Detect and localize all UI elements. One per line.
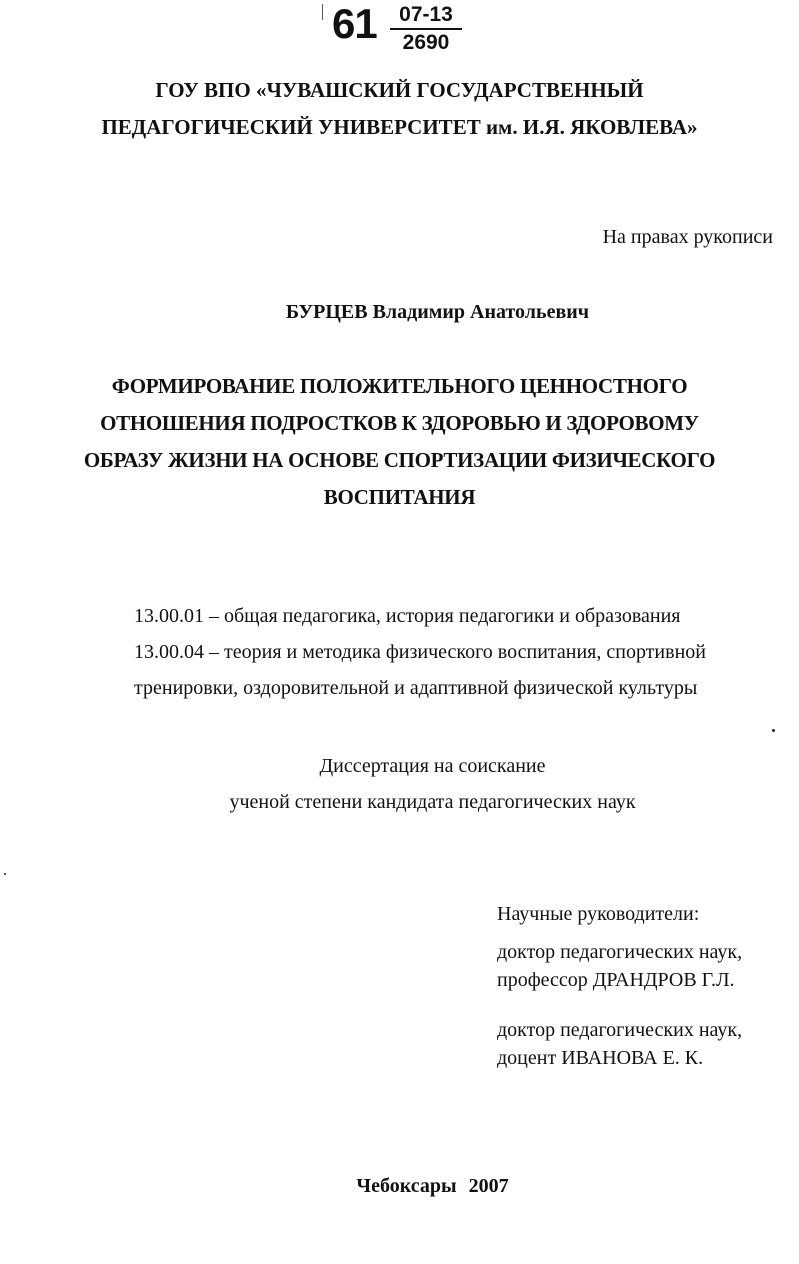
supervisor-2-degree: доктор педагогических наук, — [497, 1019, 743, 1041]
specialty-line-2: 13.00.04 – теория и методика физического воспитания, спортивной — [134, 641, 706, 663]
title-line-4: ВОСПИТАНИЯ — [323, 485, 476, 509]
stamp-main-number: 61 — [332, 0, 377, 47]
supervisor-2-name: доцент ИВАНОВА Е. К. — [497, 1047, 704, 1069]
supervisors-heading: Научные руководители: — [497, 903, 700, 925]
stamp-fraction — [390, 4, 462, 54]
supervisor-1-degree: доктор педагогических наук, — [497, 941, 743, 963]
supervisor-1-name: профессор ДРАНДРОВ Г.Л. — [497, 969, 735, 991]
university-name — [0, 72, 799, 146]
specialty-line-1: 13.00.01 – общая педагогика, история педагогики и образования — [134, 605, 681, 627]
dissertation-degree — [33, 748, 799, 820]
specialty-line-3: тренировки, оздоровительной и адаптивной физической культуры — [134, 677, 698, 699]
year: 2007 — [468, 1175, 509, 1197]
university-line-2: ПЕДАГОГИЧЕСКИЙ УНИВЕРСИТЕТ им. И.Я. ЯКОВЛЕВА» — [101, 115, 698, 139]
title-line-3: ОБРАЗУ ЖИЗНИ НА ОСНОВЕ СПОРТИЗАЦИИ ФИЗИЧЕСКОГО — [83, 448, 716, 472]
specialty-codes — [134, 598, 774, 706]
title-line-2: ОТНОШЕНИЯ ПОДРОСТКОВ К ЗДОРОВЬЮ И ЗДОРОВОМУ — [100, 411, 699, 435]
dissertation-title — [0, 368, 799, 516]
place-and-year — [33, 1172, 799, 1200]
stamp-numerator: 07-13 — [399, 3, 453, 26]
author-name: БУРЦЕВ Владимир Анатольевич — [285, 301, 590, 323]
city: Чебоксары — [356, 1175, 457, 1197]
margin-mark — [322, 4, 323, 20]
scientific-supervisors — [497, 900, 787, 1072]
scan-speck — [4, 873, 6, 875]
title-line-1: ФОРМИРОВАНИЕ ПОЛОЖИТЕЛЬНОГО ЦЕННОСТНОГО — [111, 374, 688, 398]
degree-line-2: ученой степени кандидата педагогических наук — [229, 791, 636, 813]
scan-speck — [772, 729, 775, 732]
degree-line-1: Диссертация на соискание — [319, 755, 546, 777]
stamp-denominator: 2690 — [402, 31, 450, 54]
university-line-1: ГОУ ВПО «ЧУВАШСКИЙ ГОСУДАРСТВЕННЫЙ — [155, 78, 644, 102]
stamp-fraction-line — [390, 28, 462, 30]
manuscript-rights-note: На правах рукописи — [602, 226, 773, 248]
